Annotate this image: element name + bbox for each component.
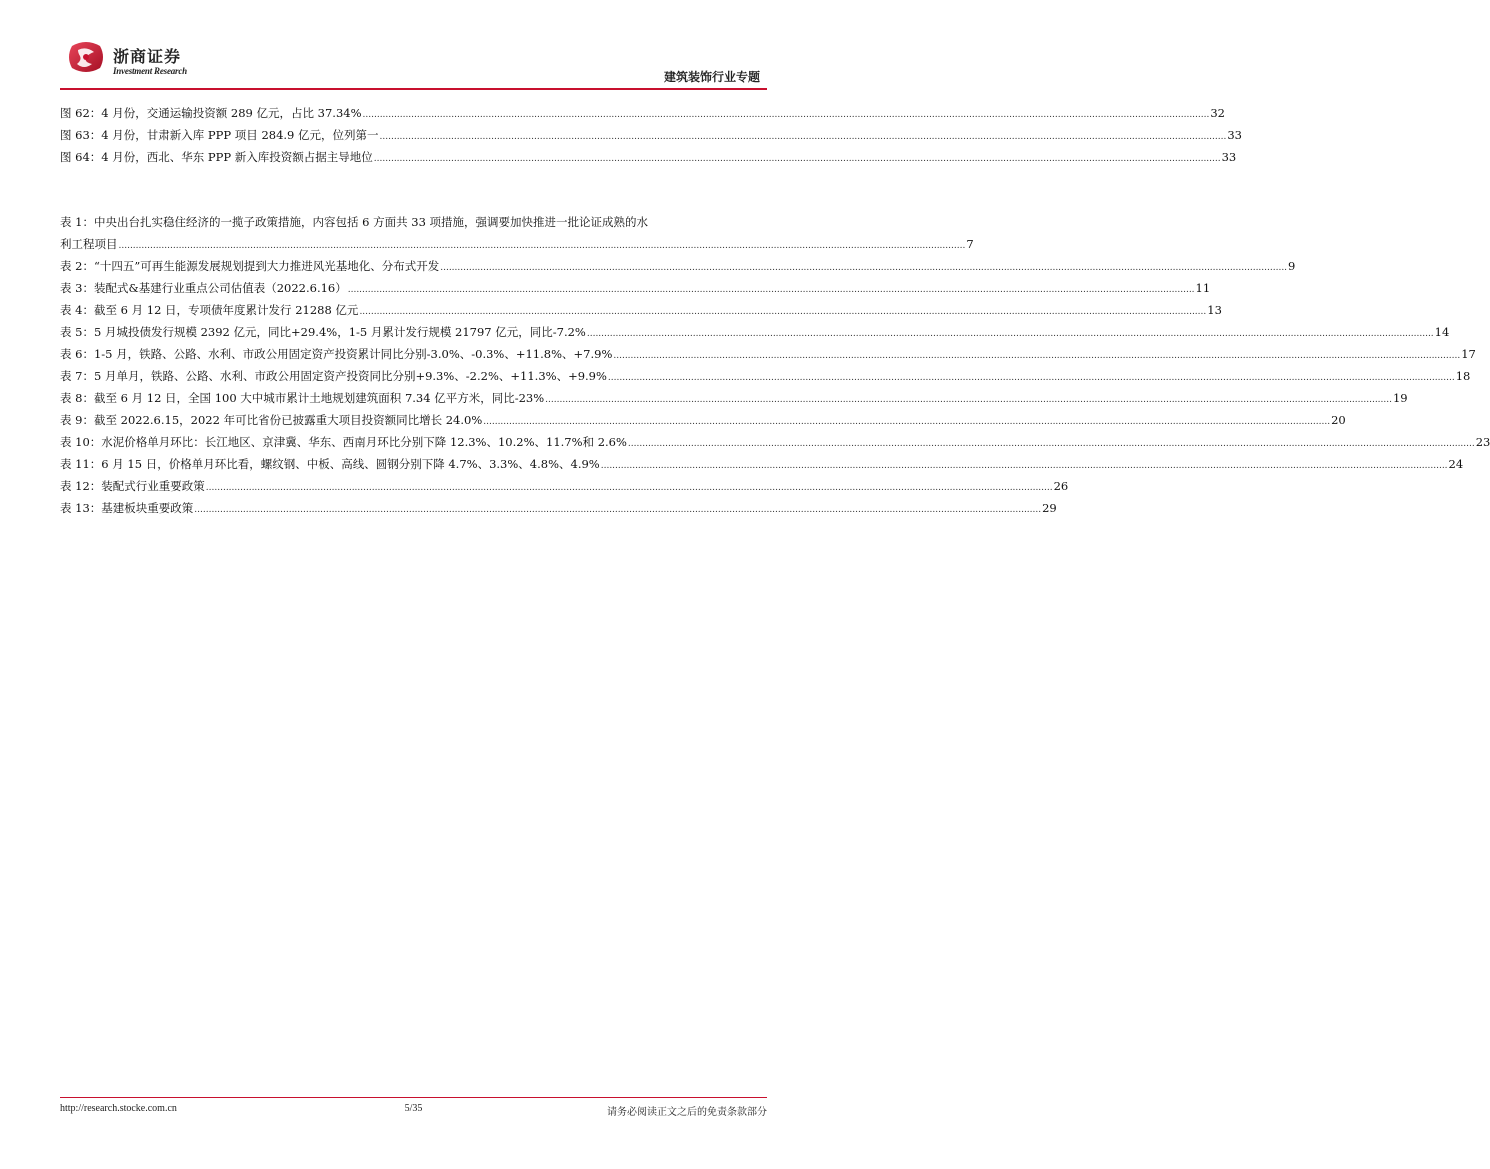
toc-entry-page: 7 [966, 237, 974, 251]
zheshang-logo-icon [66, 40, 106, 74]
toc-leader-dots [613, 345, 1460, 367]
toc-entry-label: 表 2：“十四五”可再生能源发展规划提到大力推进风光基地化、分布式开发 [60, 259, 440, 273]
toc-leader-dots [608, 367, 1455, 389]
toc-leader-dots [601, 455, 1448, 477]
figure-list [60, 102, 1242, 168]
page-header [0, 0, 827, 90]
toc-entry-label: 表 9：截至 2022.6.15，2022 年可比省份已披露重大项目投资额同比增长 24.0% [60, 413, 483, 427]
toc-entry-page: 14 [1434, 325, 1450, 339]
toc-entry-table-1-line1[interactable] [60, 211, 767, 233]
toc-entry-label: 表 1：中央出台扎实稳住经济的一揽子政策措施，内容包括 6 方面共 33 项措施，强调要加快推进一批论证成熟的水 [60, 215, 649, 229]
toc-entry-table-6[interactable] [60, 343, 1476, 365]
footer-disclaimer: 请务必阅读正文之后的免责条款部分 [607, 1107, 767, 1118]
toc-entry-label: 表 11：6 月 15 日，价格单月环比看，螺纹钢、中板、高线、圆钢分别下降 4.7%、3.3%、4.8%、4.9% [60, 457, 600, 471]
toc-entry-label: 图 64：4 月份，西北、华东 PPP 新入库投资额占据主导地位 [60, 150, 373, 164]
toc-entry-page: 23 [1475, 435, 1490, 449]
toc-leader-dots [194, 499, 1041, 521]
toc-leader-dots [380, 126, 1227, 148]
toc-entry-label: 表 3：装配式&基建行业重点公司估值表（2022.6.16） [60, 281, 347, 295]
toc-entry-page: 24 [1448, 457, 1464, 471]
toc-entry-page: 9 [1288, 259, 1296, 273]
toc-entry-label: 表 5：5 月城投债发行规模 2392 亿元，同比+29.4%，1-5 月累计发行规模 21797 亿元，同比-7.2% [60, 325, 586, 339]
toc-entry-page: 29 [1042, 501, 1057, 515]
toc-entry-page: 20 [1331, 413, 1346, 427]
toc-entry-label: 表 12：装配式行业重要政策 [60, 479, 205, 493]
toc-entry-table-5[interactable] [60, 321, 1450, 343]
toc-leader-dots [628, 433, 1475, 455]
toc-entry-table-11[interactable] [60, 453, 1464, 475]
toc-entry-page: 26 [1053, 479, 1069, 493]
toc-entry-table-9[interactable] [60, 409, 1346, 431]
toc-leader-dots [587, 323, 1434, 345]
table-list [60, 211, 1490, 519]
toc-entry-table-8[interactable] [60, 387, 1408, 409]
header-divider [60, 88, 767, 90]
toc-entry-figure-63[interactable] [60, 124, 1242, 146]
toc-entry-table-3[interactable] [60, 277, 1211, 299]
toc-entry-label: 表 8：截至 6 月 12 日，全国 100 大中城市累计土地规划建筑面积 7.34 亿平方米，同比-23% [60, 391, 545, 405]
toc-leader-dots [206, 477, 1053, 499]
toc-entry-table-4[interactable] [60, 299, 1222, 321]
toc-entry-page: 18 [1455, 369, 1471, 383]
toc-leader-dots [348, 279, 1195, 301]
toc-entry-page: 32 [1210, 106, 1225, 120]
toc-entry-page: 13 [1207, 303, 1222, 317]
toc-entry-table-1[interactable] [60, 233, 974, 255]
toc-entry-label: 表 7：5 月单月，铁路、公路、水利、市政公用固定资产投资同比分别+9.3%、-2.2%、+11.3%、+9.9% [60, 369, 607, 383]
toc-entry-label: 表 4：截至 6 月 12 日，专项债年度累计发行 21288 亿元 [60, 303, 359, 317]
toc-entry-label: 利工程项目 [60, 237, 118, 251]
footer-divider [60, 1097, 767, 1098]
toc-entry-table-10[interactable] [60, 431, 1490, 453]
toc-entry-table-7[interactable] [60, 365, 1471, 387]
toc-leader-dots [545, 389, 1392, 411]
toc-leader-dots [374, 148, 1221, 170]
toc-entry-figure-64[interactable] [60, 146, 1237, 168]
toc-entry-table-13[interactable] [60, 497, 1057, 519]
toc-entry-label: 表 6：1-5 月，铁路、公路、水利、市政公用固定资产投资累计同比分别-3.0%、-0.3%、+11.8%、+7.9% [60, 347, 613, 361]
report-type-title: 建筑装饰行业专题 [663, 70, 760, 84]
brand-subtitle: Investment Research [113, 66, 187, 76]
toc-leader-dots [359, 301, 1206, 323]
toc-entry-page: 33 [1227, 128, 1242, 142]
page-number: 5/35 [404, 1103, 423, 1114]
toc-leader-dots [483, 411, 1330, 433]
toc-entry-label: 图 62：4 月份，交通运输投资额 289 亿元，占比 37.34% [60, 106, 362, 120]
toc-entry-page: 11 [1195, 281, 1211, 295]
toc-leader-dots [119, 235, 966, 257]
toc-entry-label: 图 63：4 月份，甘肃新入库 PPP 项目 284.9 亿元，位列第一 [60, 128, 379, 142]
footer-url-link[interactable]: http://research.stocke.com.cn [60, 1103, 177, 1114]
toc-leader-dots [440, 257, 1287, 279]
toc-leader-dots [363, 104, 1210, 126]
toc-entry-page: 33 [1221, 150, 1237, 164]
toc-entry-table-2[interactable] [60, 255, 1296, 277]
toc-entry-label: 表 10：水泥价格单月环比：长江地区、京津冀、华东、西南月环比分别下降 12.3%、10.2%、11.7%和 2.6% [60, 435, 627, 449]
toc-entry-label: 表 13：基建板块重要政策 [60, 501, 194, 515]
toc-entry-figure-62[interactable] [60, 102, 1225, 124]
brand-name: 浙商证券 [113, 47, 182, 66]
toc-entry-page: 17 [1461, 347, 1476, 361]
toc-entry-page: 19 [1392, 391, 1408, 405]
toc-entry-table-12[interactable] [60, 475, 1069, 497]
